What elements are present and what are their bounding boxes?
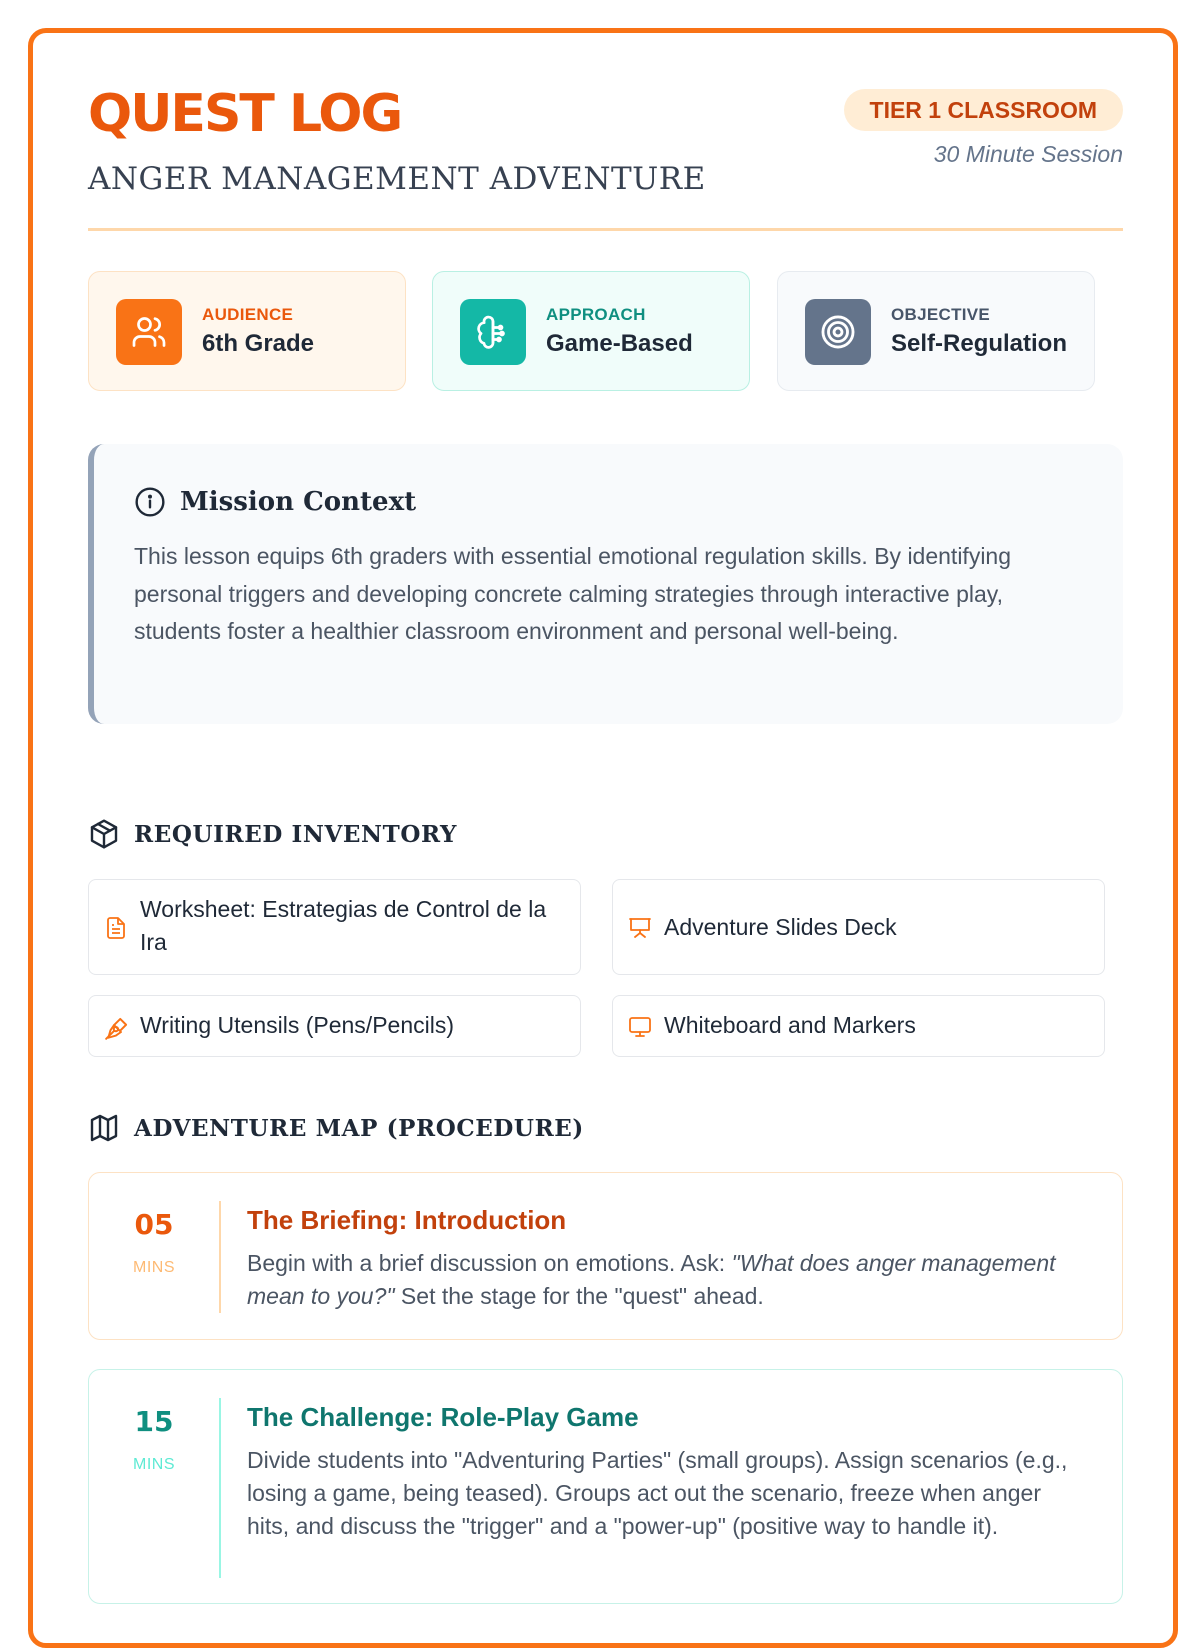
step-title: The Briefing: Introduction xyxy=(247,1205,567,1235)
inventory-item xyxy=(612,879,1105,975)
inventory-item-label: Whiteboard and Markers xyxy=(664,1012,916,1038)
stat-card-audience xyxy=(88,271,406,391)
package-icon xyxy=(88,818,120,850)
stat-value: Self-Regulation xyxy=(891,330,1068,357)
monitor-icon xyxy=(628,1015,652,1039)
header-divider xyxy=(88,228,1123,231)
target-icon xyxy=(805,299,871,365)
mission-context-body: This lesson equips 6th graders with essential emotional regulation skills. By identifying personal triggers and developing concrete calming strategies through interactive play, students foster a healthier classroom environment and personal well-being. xyxy=(134,543,1012,644)
header xyxy=(88,33,1123,233)
step-description-text: Set the stage for the "quest" ahead. xyxy=(394,1283,764,1309)
stat-value: 6th Grade xyxy=(202,330,315,357)
page-subtitle: ANGER MANAGEMENT ADVENTURE xyxy=(88,161,706,197)
stat-label: APPROACH xyxy=(546,305,646,324)
step-divider xyxy=(219,1398,221,1578)
inventory-item-label: Writing Utensils (Pens/Pencils) xyxy=(140,1012,455,1038)
step-minutes: 05 xyxy=(134,1208,174,1241)
pen-icon xyxy=(104,1015,130,1041)
presentation-icon xyxy=(628,916,652,940)
map-icon xyxy=(88,1112,120,1144)
inventory-title: REQUIRED INVENTORY xyxy=(134,820,458,848)
step-description-quote: "What does anger management mean to you?" xyxy=(247,1250,1056,1309)
mission-context-heading xyxy=(134,486,416,518)
info-icon xyxy=(134,486,166,518)
procedure-title: ADVENTURE MAP (PROCEDURE) xyxy=(134,1114,584,1142)
brain-icon xyxy=(460,299,526,365)
inventory-heading xyxy=(88,818,457,850)
step-title: The Challenge: Role-Play Game xyxy=(247,1402,639,1432)
step-description-text: Begin with a brief discussion on emotions. Ask: xyxy=(247,1250,732,1276)
inventory-item-label: Worksheet: Estrategias de Control de la Ira xyxy=(140,896,547,955)
inventory-item-label: Adventure Slides Deck xyxy=(664,914,897,940)
page-title: QUEST LOG xyxy=(88,84,402,144)
step-divider xyxy=(219,1201,221,1313)
mission-context-title: Mission Context xyxy=(180,487,417,517)
step-description xyxy=(247,1247,1077,1313)
procedure-heading xyxy=(88,1112,584,1144)
users-icon xyxy=(116,299,182,365)
stat-value: Game-Based xyxy=(546,330,693,357)
stat-card-approach xyxy=(432,271,750,391)
session-duration: 30 Minute Session xyxy=(933,141,1123,167)
step-minutes-unit: MINS xyxy=(133,1456,175,1473)
mission-context xyxy=(88,444,1123,724)
stat-cards xyxy=(88,271,1123,391)
step-minutes-unit: MINS xyxy=(133,1259,175,1276)
tier-badge: TIER 1 CLASSROOM xyxy=(844,89,1123,131)
inventory-item xyxy=(88,879,581,975)
inventory-item xyxy=(612,995,1105,1057)
card-content xyxy=(88,33,1123,1539)
stat-card-objective xyxy=(777,271,1095,391)
step-minutes: 15 xyxy=(134,1405,174,1438)
quest-log-card xyxy=(28,28,1178,1648)
stat-label: OBJECTIVE xyxy=(891,305,991,324)
step-description: Divide students into "Adventuring Parties" (small groups). Assign scenarios (e.g., losing a game, being teased). Groups act out the scenario, freeze when anger hits, and discuss the "trigger" and a "power-up" (positive way to handle it). xyxy=(247,1447,1068,1539)
procedure-step xyxy=(88,1369,1123,1604)
procedure-step xyxy=(88,1172,1123,1340)
inventory-item xyxy=(88,995,581,1057)
document-icon xyxy=(104,916,128,940)
stat-label: AUDIENCE xyxy=(202,305,294,324)
